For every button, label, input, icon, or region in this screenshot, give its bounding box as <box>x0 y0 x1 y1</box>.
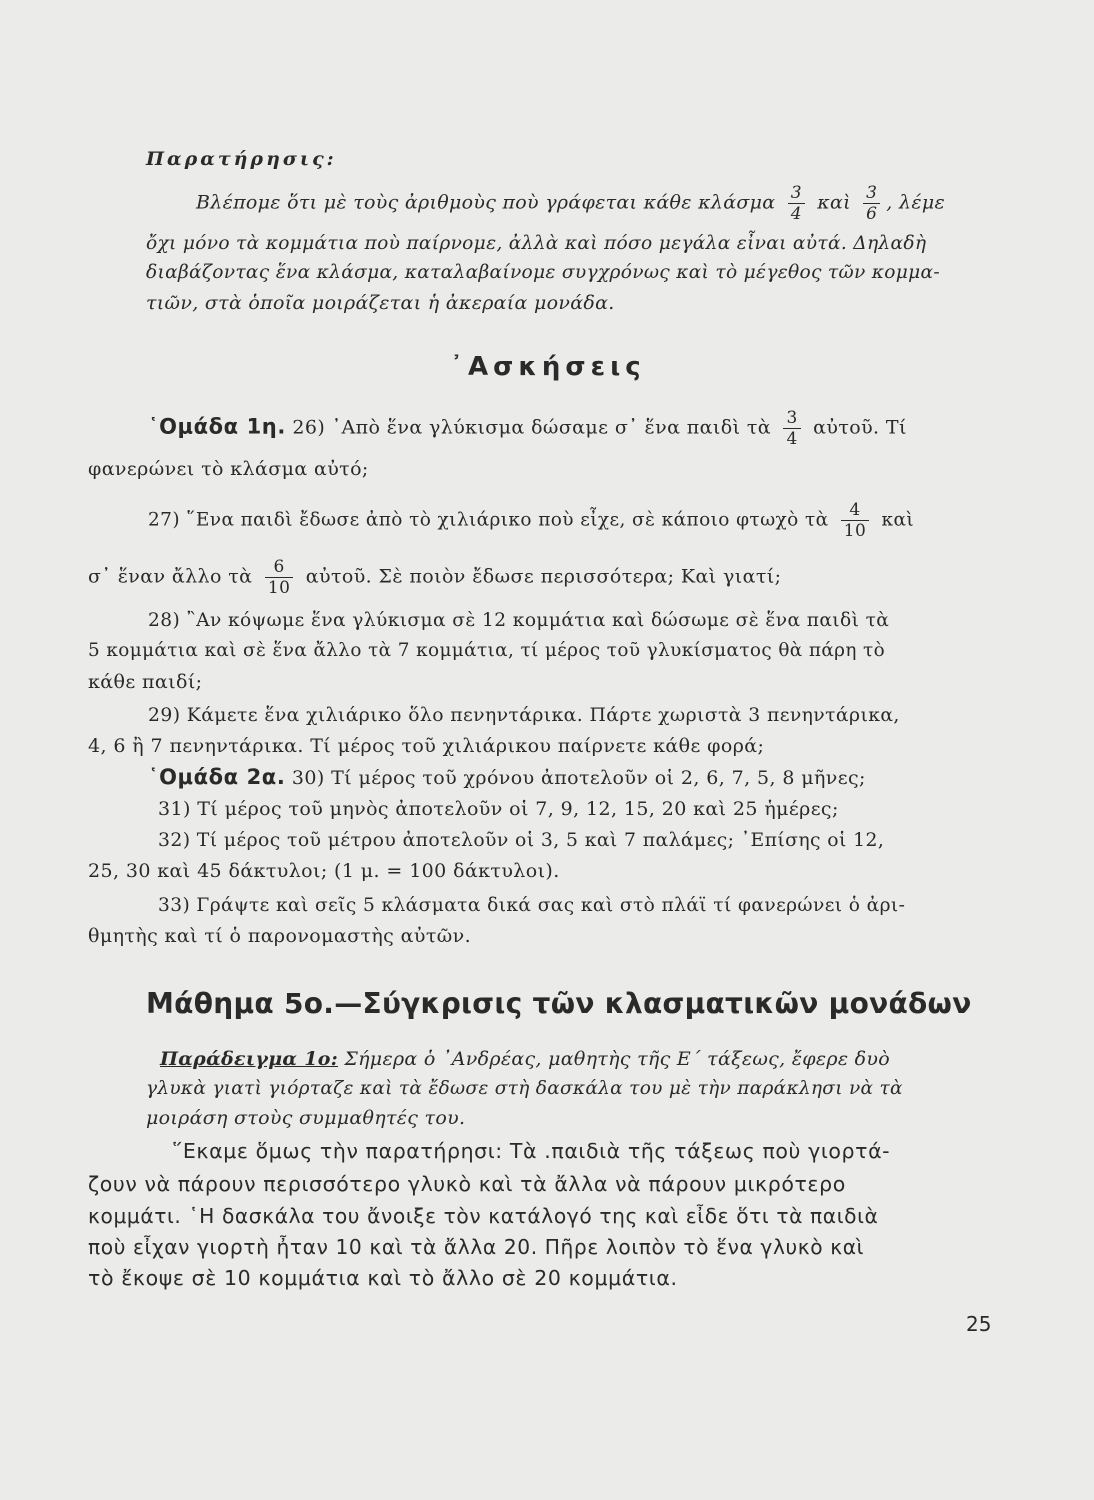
example-line-2: γλυκὰ γιατὶ γιόρταζε καὶ τὰ ἔδωσε στὴ δασκάλα του μὲ τὴν παράκλησι νὰ τὰ <box>146 1078 903 1099</box>
exercise-31-line: 31) Τί μέρος τοῦ μηνὸς ἀποτελοῦν οἱ 7, 9, 12, 15, 20 καὶ 25 ἡμέρες; <box>158 798 839 820</box>
exercise-27-line-1 <box>148 500 914 541</box>
lesson-body-line-1: ῞Εκαμε ὅμως τὴν παρατήρησι: Τὰ .παιδιὰ τῆς τάξεως ποὺ γιορτά- <box>172 1139 891 1163</box>
exercise-27-text-d: αὐτοῦ. Σὲ ποιὸν ἔδωσε περισσότερα; Καὶ γιατί; <box>305 565 782 588</box>
example-label: Παράδειγμα 1ο: <box>160 1048 339 1070</box>
exercise-29-line-1: 29) Κάμετε ἕνα χιλιάρικο ὅλο πενηντάρικα. Πάρτε χωριστὰ 3 πενηντάρικα, <box>148 705 900 726</box>
exercise-26-text-b: αὐτοῦ. Τί <box>813 416 907 439</box>
exercise-28-line-1: 28) ῍Αν κόψωμε ἕνα γλύκισμα σὲ 12 κομμάτια καὶ δώσωμε σὲ ἕνα παιδὶ τὰ <box>148 610 890 631</box>
exercise-32-line-2: 25, 30 καὶ 45 δάκτυλοι; (1 μ. = 100 δάκτυλοι). <box>88 860 560 882</box>
exercise-27-text-b: καὶ <box>881 509 915 531</box>
page-number: 25 <box>966 1312 992 1336</box>
example-line-1 <box>160 1048 890 1070</box>
fraction-3-4: $\frac{3}{4}$ <box>783 408 800 449</box>
exercise-28-line-2: 5 κομμάτια καὶ σὲ ἕνα ἄλλο τὰ 7 κομμάτια, τί μέρος τοῦ γλυκίσματος θὰ πάρη τὸ <box>88 640 886 661</box>
remark-line-1-text-b: καὶ <box>817 191 851 214</box>
fraction-3-4: $\frac{3}{4}$ <box>788 183 805 224</box>
group-1-label: ῾Ομάδα 1η. <box>148 414 286 439</box>
exercise-29-line-2: 4, 6 ἢ 7 πενηντάρικα. Τί μέρος τοῦ χιλιάρικου παίρνετε κάθε φορά; <box>88 735 765 757</box>
exercise-30-text: 30) Τί μέρος τοῦ χρόνου ἀποτελοῦν οἱ 2, 6, 7, 5, 8 μῆνες; <box>291 767 866 789</box>
remark-line-1-text-c: , λέμε <box>886 191 945 214</box>
remark-line-1-text-a: Βλέπομε ὅτι μὲ τοὺς ἀριθμοὺς ποὺ γράφεται κάθε κλάσμα <box>196 191 776 214</box>
fraction-4-10: $\frac{4}{10}$ <box>841 500 869 541</box>
fraction-3-6: $\frac{3}{6}$ <box>863 183 880 224</box>
exercise-33-line-2: θμητὴς καὶ τί ὁ παρονομαστὴς αὐτῶν. <box>88 925 472 947</box>
remark-line-3: διαβάζοντας ἕνα κλάσμα, καταλαβαίνομε συγχρόνως καὶ τὸ μέγεθος τῶν κομμα- <box>146 262 940 283</box>
lesson-body-line-5: τὸ ἔκοψε σὲ 10 κομμάτια καὶ τὸ ἄλλο σὲ 20 κομμάτια. <box>88 1266 678 1290</box>
exercise-27-text-a: 27) ῞Ενα παιδὶ ἔδωσε ἀπὸ τὸ χιλιάρικο ποὺ εἶχε, σὲ κάποιο φτωχὸ τὰ <box>148 509 829 531</box>
example-line-1-text: Σήμερα ὁ ᾿Ανδρέας, μαθητὴς τῆς Ε΄ τάξεως, ἔφερε δυὸ <box>344 1048 891 1070</box>
group-2-label: ῾Ομάδα 2α. <box>148 765 286 789</box>
exercise-26-text-a: 26) ᾿Απὸ ἕνα γλύκισμα δώσαμε σ᾿ ἕνα παιδὶ τὰ <box>292 416 772 439</box>
lesson-body-line-4: ποὺ εἶχαν γιορτὴ ἦταν 10 καὶ τὰ ἄλλα 20. Πῆρε λοιπὸν τὸ ἕνα γλυκὸ καὶ <box>88 1235 865 1259</box>
exercise-26-line-1 <box>148 408 907 449</box>
lesson-body-line-3: κομμάτι. ῾Η δασκάλα του ἄνοιξε τὸν κατάλογό της καὶ εἶδε ὅτι τὰ παιδιὰ <box>88 1204 879 1228</box>
exercise-27-line-2 <box>88 557 781 598</box>
exercise-26-line-2: φανερώνει τὸ κλάσμα αὐτό; <box>88 458 369 480</box>
remark-line-2: ὄχι μόνο τὰ κομμάτια ποὺ παίρνομε, ἀλλὰ καὶ πόσο μεγάλα εἶναι αὐτά. Δηλαδὴ <box>146 233 927 254</box>
fraction-6-10: $\frac{6}{10}$ <box>265 557 293 598</box>
remark-title: Παρατήρησις: <box>146 148 337 170</box>
exercise-28-line-3: κάθε παιδί; <box>88 671 203 693</box>
exercise-33-line-1: 33) Γράψτε καὶ σεῖς 5 κλάσματα δικά σας καὶ στὸ πλάϊ τί φανερώνει ὁ ἀρι- <box>158 895 906 916</box>
lesson-body-line-2: ζουν νὰ πάρουν περισσότερο γλυκὸ καὶ τὰ ἄλλα νὰ πάρουν μικρότερο <box>88 1172 846 1196</box>
exercise-30-line <box>148 765 866 789</box>
example-line-3: μοιράση στοὺς συμμαθητές του. <box>146 1107 466 1129</box>
exercise-32-line-1: 32) Τί μέρος τοῦ μέτρου ἀποτελοῦν οἱ 3, 5 καὶ 7 παλάμες; ᾿Επίσης οἱ 12, <box>158 830 885 851</box>
remark-line-4: τιῶν, στὰ ὁποῖα μοιράζεται ἡ ἀκεραία μονάδα. <box>146 292 615 314</box>
lesson-title: Μάθημα 5ο.—Σύγκρισις τῶν κλασματικῶν μονάδων <box>146 987 972 1020</box>
exercise-27-text-c: σ᾿ ἕναν ἄλλο τὰ <box>88 565 253 588</box>
remark-line-1 <box>196 183 945 224</box>
exercises-title: ᾿Ασκήσεις <box>450 352 646 382</box>
